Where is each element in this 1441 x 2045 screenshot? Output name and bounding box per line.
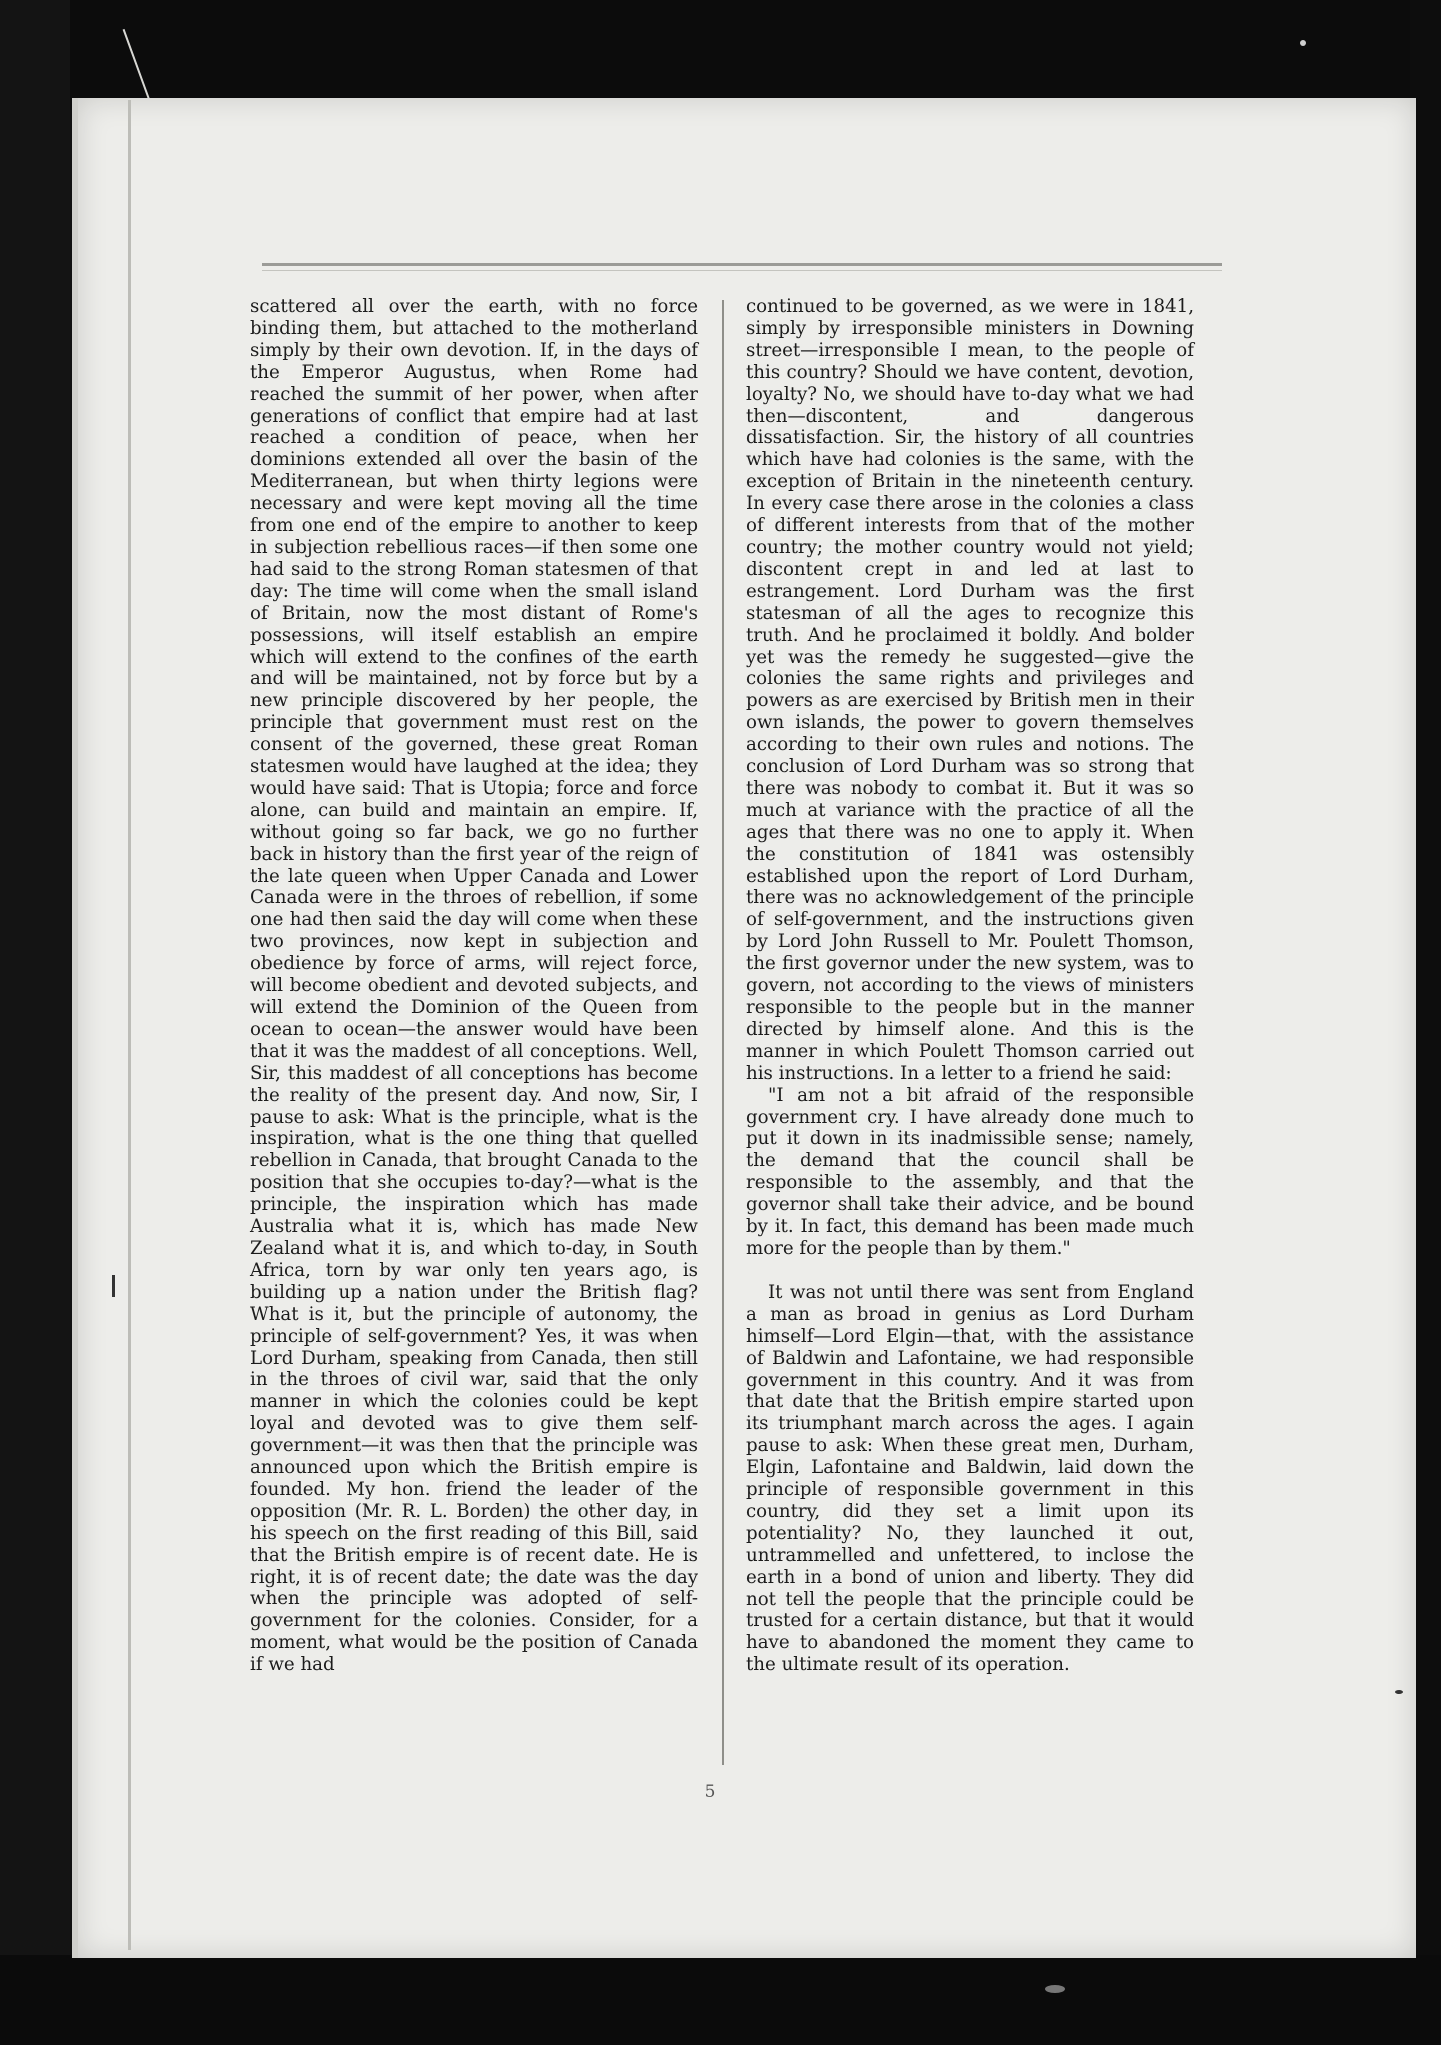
header-rule bbox=[262, 263, 1222, 266]
page-number: 5 bbox=[704, 1782, 716, 1802]
left-text-column bbox=[250, 296, 698, 1776]
right-paragraph-1: continued to be governed, as we were in 1841, simply by irresponsible ministers in Downing street—irresponsible I mean, to the people of this country? Should we have content, devotion, loyalty? No, we should have to-day what we had then—discontent, and dangerous dissatisfaction. Sir, the history of all countries which have had colonies is the same, with the exception of Britain in the nineteenth century. In every case there arose in the colonies a class of different interests from that of the mother country; the mother country would not yield; discontent crept in and led at last to estrangement. Lord Durham was the first statesman of all the ages to recognize this truth. And he proclaimed it boldly. And bolder yet was the remedy he suggested—give the colonies the same rights and privileges and powers as are exercised by British men in their own islands, the power to govern themselves according to their own rules and notions. The conclusion of Lord Durham was so strong that there was nobody to combat it. But it was so much at variance with the practice of all the ages that there was no one to apply it. When the constitution of 1841 was ostensibly established upon the report of Lord Durham, there was no acknowledgement of the principle of self-government, and the instructions given by Lord John Russell to Mr. Poulett Thomson, the first governor under the new system, was to govern, not according to the views of ministers responsible to the people but in the manner directed by himself alone. And this is the manner in which Poulett Thomson carried out his instructions. In a letter to a friend he said: bbox=[746, 296, 1194, 1084]
header-rule-thin bbox=[262, 270, 1222, 271]
right-paragraph-2: It was not until there was sent from England a man as broad in genius as Lord Durham himself—Lord Elgin—that, with the assistance of Baldwin and Lafontaine, we had responsible government in this country. And it was from that date that the British empire started upon its triumphant march across the ages. I again pause to ask: When these great men, Durham, Elgin, Lafontaine and Baldwin, laid down the principle of responsible government in this country, did they set a limit upon its potentiality? No, they launched it out, untrammelled and unfettered, to inclose the earth in a bond of union and liberty. They did not tell the people that the principle could be trusted for a certain distance, but that it would have to abandoned the moment they came to the ultimate result of its operation. bbox=[746, 1281, 1194, 1676]
left-column-text: scattered all over the earth, with no force binding them, but attached to the motherland simply by their own devotion. If, in the days of the Emperor Augustus, when Rome had reached the summit of her power, when after generations of conflict that empire had at last reached a condition of peace, when her dominions extended all over the basin of the Mediterranean, but when thirty legions were necessary and were kept moving all the time from one end of the empire to another to keep in subjection rebellious races—if then some one had said to the strong Roman statesmen of that day: The time will come when the small island of Britain, now the most distant of Rome's possessions, will itself establish an empire which will extend to the confines of the earth and will be maintained, not by force but by a new principle discovered by her people, the principle that government must rest on the consent of the governed, these great Roman statesmen would have laughed at the idea; they would have said: That is Utopia; force and force alone, can build and maintain an empire. If, without going so far back, we go no further back in history than the first year of the reign of the late queen when Upper Canada and Lower Canada were in the throes of rebellion, if some one had then said the day will come when these two provinces, now kept in subjection and obedience by force of arms, will reject force, will become obedient and devoted subjects, and will extend the Dominion of the Queen from ocean to ocean—the answer would have been that it was the maddest of all conceptions. Well, Sir, this maddest of all conceptions has become the reality of the present day. And now, Sir, I pause to ask: What is the principle, what is the inspiration, what is the one thing that quelled rebellion in Canada, that brought Canada to the position that she occupies to-day?—what is the principle, the inspiration which has made Australia what it is, which has made New Zealand what it is, and which to-day, in South Africa, torn by war only ten years ago, is building up a nation under the British flag? What is it, but the principle of autonomy, the principle of self-government? Yes, it was when Lord Durham, speaking from Canada, then still in the throes of civil war, said that the only manner in which the colonies could be kept loyal and devoted was to give them self-government—it was then that the principle was announced upon which the British empire is founded. My hon. friend the leader of the opposition (Mr. R. L. Borden) the other day, in his speech on the first reading of this Bill, said that the British empire is of recent date. He is right, it is of recent date; the date was the day when the principle was adopted of self-government for the colonies. Consider, for a moment, what would be the position of Canada if we had bbox=[250, 296, 698, 1676]
column-separator bbox=[722, 300, 724, 1765]
scanner-top-margin bbox=[0, 0, 1441, 110]
dust-speck bbox=[1045, 1985, 1065, 1993]
right-text-column bbox=[746, 296, 1194, 1776]
right-quote: "I am not a bit afraid of the responsible government cry. I have already done much to put it down in its inadmissible sense; namely, the demand that the council shall be responsible to the assembly, and that the governor shall take their advice, and be bound by it. In fact, this demand has been made much more for the people than by them." bbox=[746, 1084, 1194, 1259]
scanner-bottom-margin bbox=[0, 1955, 1441, 2045]
page-fold-line bbox=[128, 100, 131, 1950]
dust-speck bbox=[1300, 40, 1306, 46]
dust-speck bbox=[1395, 1690, 1403, 1694]
scanner-left-margin bbox=[0, 0, 70, 2045]
margin-mark bbox=[112, 1275, 115, 1297]
